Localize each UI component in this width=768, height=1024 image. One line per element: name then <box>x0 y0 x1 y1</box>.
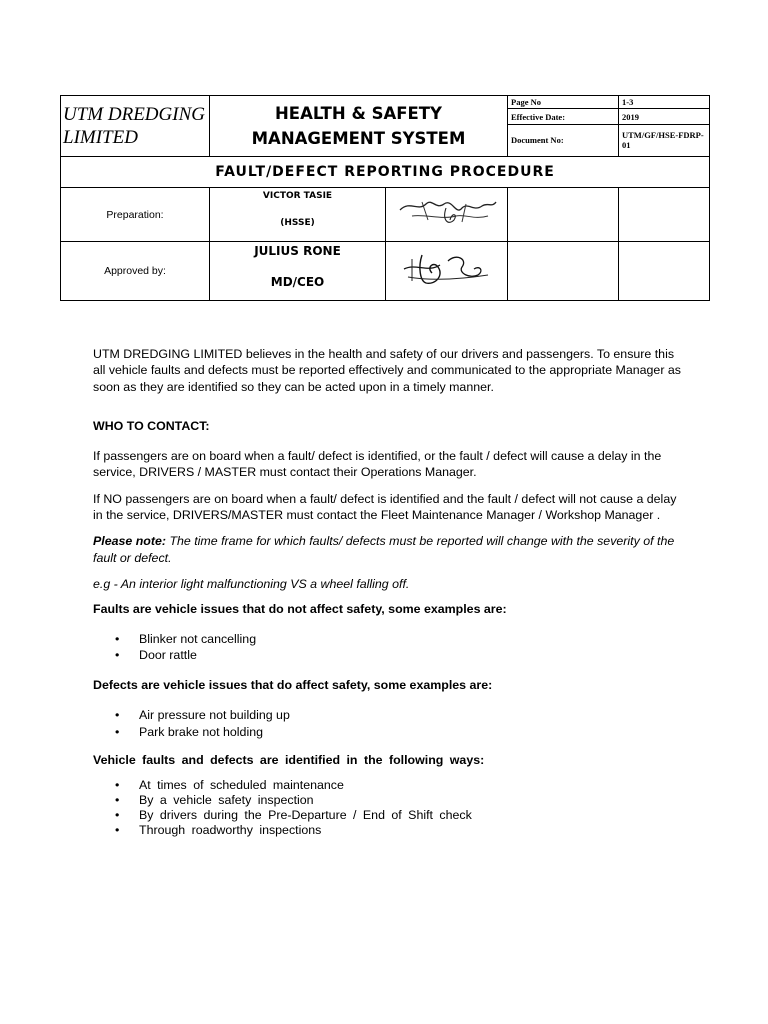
note-label: Please note: <box>93 534 166 549</box>
blank-cell <box>619 242 710 301</box>
list-item: • Park brake not holding <box>93 724 683 740</box>
blank-cell <box>619 188 710 242</box>
meta-label-page: Page No <box>508 96 619 109</box>
contact-paragraph-passengers: If passengers are on board when a fault/ defect is identified, or the fault / defect will cause a delay in the service, DRIVERS / MASTER must contact their Operations Manager. <box>93 449 662 480</box>
approved-by-label: Approved by: <box>61 242 210 301</box>
approver-signature <box>386 242 508 301</box>
signature-icon <box>392 190 502 234</box>
note-text: The time frame for which faults/ defects must be reported will change with the severity of the fault or defect. <box>93 534 675 565</box>
preparer-signature <box>386 188 508 242</box>
meta-label-effective-date: Effective Date: <box>508 109 619 125</box>
preparer-role: (HSSE) <box>280 218 315 228</box>
list-item: • Air pressure not building up <box>93 707 683 723</box>
example-line: e.g - An interior light malfunctioning VS a wheel falling off. <box>93 576 410 591</box>
defects-heading: Defects are vehicle issues that do affect safety, some examples are: <box>93 678 493 693</box>
identified-list <box>93 778 683 838</box>
preparation-label: Preparation: <box>61 188 210 242</box>
procedure-title: FAULT/DEFECT REPORTING PROCEDURE <box>61 157 710 188</box>
defects-list <box>93 707 683 740</box>
list-item: • Door rattle <box>93 647 683 663</box>
intro-paragraph: UTM DREDGING LIMITED believes in the health and safety of our drivers and passengers. To ensure this all vehicle faults and defects must be reported effectively and communicated to the appropriate Manager as soon as they are identified so they can be acted upon in a timely manner. <box>93 347 681 394</box>
approver-cell <box>210 242 386 301</box>
list-item: • Blinker not cancelling <box>93 631 683 647</box>
approver-name: JULIUS RONE <box>254 244 341 258</box>
preparer-cell <box>210 188 386 242</box>
who-to-contact-heading: WHO TO CONTACT: <box>93 418 210 433</box>
preparer-name: VICTOR TASIE <box>262 191 333 201</box>
list-item: • By a vehicle safety inspection <box>93 793 683 808</box>
meta-label-document-no: Document No: <box>508 124 619 156</box>
blank-cell <box>508 188 619 242</box>
identified-heading: Vehicle faults and defects are identified in the following ways: <box>93 753 485 768</box>
blank-cell <box>508 242 619 301</box>
meta-value-page: 1-3 <box>619 96 710 109</box>
note-paragraph <box>93 533 683 566</box>
list-item: • At times of scheduled maintenance <box>93 778 683 793</box>
company-name: UTM DREDGING LIMITED <box>61 96 210 157</box>
meta-value-document-no: UTM/GF/HSE-FDRP-01 <box>619 124 710 156</box>
document-header-table <box>60 95 710 301</box>
faults-heading: Faults are vehicle issues that do not affect safety, some examples are: <box>93 602 507 617</box>
list-item: • By drivers during the Pre-Departure / End of Shift check <box>93 808 683 823</box>
meta-value-effective-date: 2019 <box>619 109 710 125</box>
signature-icon <box>392 245 502 293</box>
faults-list <box>93 631 683 664</box>
contact-paragraph-no-passengers: If NO passengers are on board when a fault/ defect is identified and the fault / defect will not cause a delay in the service, DRIVERS/MASTER must contact the Fleet Maintenance Manager / Workshop Manager . <box>93 491 677 523</box>
system-title: HEALTH & SAFETY MANAGEMENT SYSTEM <box>210 96 508 157</box>
approver-role: MD/CEO <box>270 275 325 289</box>
list-item: • Through roadworthy inspections <box>93 823 683 838</box>
document-body <box>93 346 683 838</box>
